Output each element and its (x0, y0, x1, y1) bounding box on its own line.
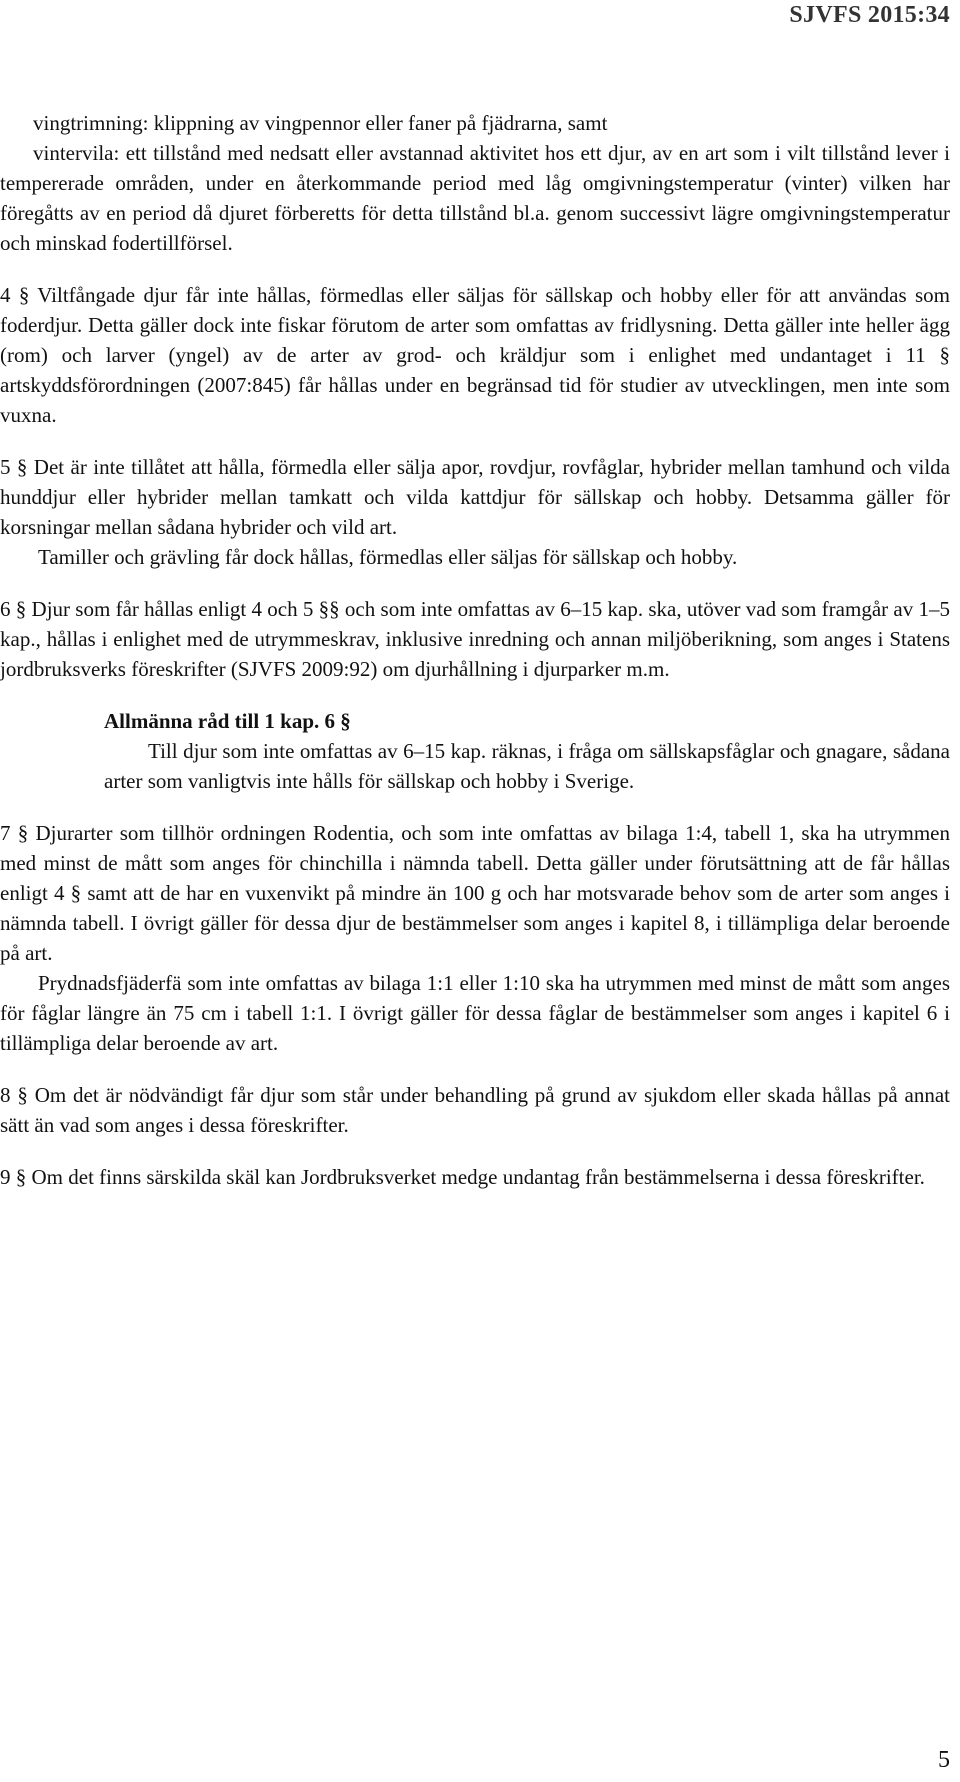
document-header: SJVFS 2015:34 (789, 2, 950, 28)
general-advice-block (0, 706, 950, 796)
page-number: 5 (938, 1747, 950, 1773)
section-4: 4 § Viltfångade djur får inte hållas, förmedlas eller säljas för sällskap och hobby eller för att användas som foderdjur. Detta gäller dock inte fiskar förutom de arter som omfattas av fridlysning. Detta gäller inte heller ägg (rom) och larver (yngel) av de arter av grod- och kräldjur som i enlighet med undantaget i 11 § artskyddsförordningen (2007:845) får hållas under en begränsad tid för studier av utvecklingen, men inte som vuxna. (0, 283, 950, 427)
section-9: 9 § Om det finns särskilda skäl kan Jordbruksverket medge undantag från bestämmelserna i dessa föreskrifter. (0, 1165, 925, 1189)
section-7: 7 § Djurarter som tillhör ordningen Rodentia, och som inte omfattas av bilaga 1:4, tabell 1, ska ha utrymmen med minst de mått som anges för chinchilla i nämnda tabell. Detta gäller under förutsättning att de får hållas enligt 4 § samt att de har en vuxenvikt på mindre än 100 g och har motsvarade behov som de arter som anges i nämnda tabell. I övrigt gäller för dessa djur de bestämmelser som anges i kapitel 8, i tillämpliga delar beroende på art. (0, 821, 950, 965)
section-8: 8 § Om det är nödvändigt får djur som står under behandling på grund av sjukdom eller skada hållas på annat sätt än vad som anges i dessa föreskrifter. (0, 1083, 950, 1137)
section-5: 5 § Det är inte tillåtet att hålla, förmedla eller sälja apor, rovdjur, rovfåglar, hybrider mellan tamhund och vilda hunddjur eller hybrider mellan tamkatt och vilda kattdjur för sällskap och hobby. Detsamma gäller för korsningar mellan sådana hybrider och vild art. (0, 455, 950, 539)
definition-vingtrimning: vingtrimning: klippning av vingpennor eller faner på fjädrarna, samt (33, 111, 608, 135)
general-advice-text: Till djur som inte omfattas av 6–15 kap. räknas, i fråga om sällskapsfåglar och gnagare, sådana arter som vanligtvis inte hålls för sällskap och hobby i Sverige. (104, 739, 950, 793)
general-advice-title: Allmänna råd till 1 kap. 6 § (104, 709, 351, 733)
section-6: 6 § Djur som får hållas enligt 4 och 5 §§ och som inte omfattas av 6–15 kap. ska, utöver vad som framgår av 1–5 kap., hållas i enlighet med de utrymmeskrav, inklusive inredning och annan miljöberikning, som anges i Statens jordbruksverks föreskrifter (SJVFS 2009:92) om djurhållning i djurparker m.m. (0, 597, 950, 681)
document-body (0, 108, 950, 1192)
definition-vintervila: vintervila: ett tillstånd med nedsatt eller avstannad aktivitet hos ett djur, av en art som i vilt tillstånd lever i tempererade områden, under en återkommande period med låg omgivningstemperatur (vinter) vilken har föregåtts av en period då djuret förberetts för detta tillstånd bl.a. genom successivt lägre omgivningstemperatur och minskad fodertillförsel. (0, 141, 950, 255)
section-7-paragraph-2: Prydnadsfjäderfä som inte omfattas av bilaga 1:1 eller 1:10 ska ha utrymmen med minst de mått som anges för fåglar längre än 75 cm i tabell 1:1. I övrigt gäller för dessa fåglar de bestämmelser som anges i kapitel 6 i tillämpliga delar beroende av art. (0, 971, 950, 1055)
section-5-paragraph-2: Tamiller och grävling får dock hållas, förmedlas eller säljas för sällskap och hobby. (38, 545, 738, 569)
